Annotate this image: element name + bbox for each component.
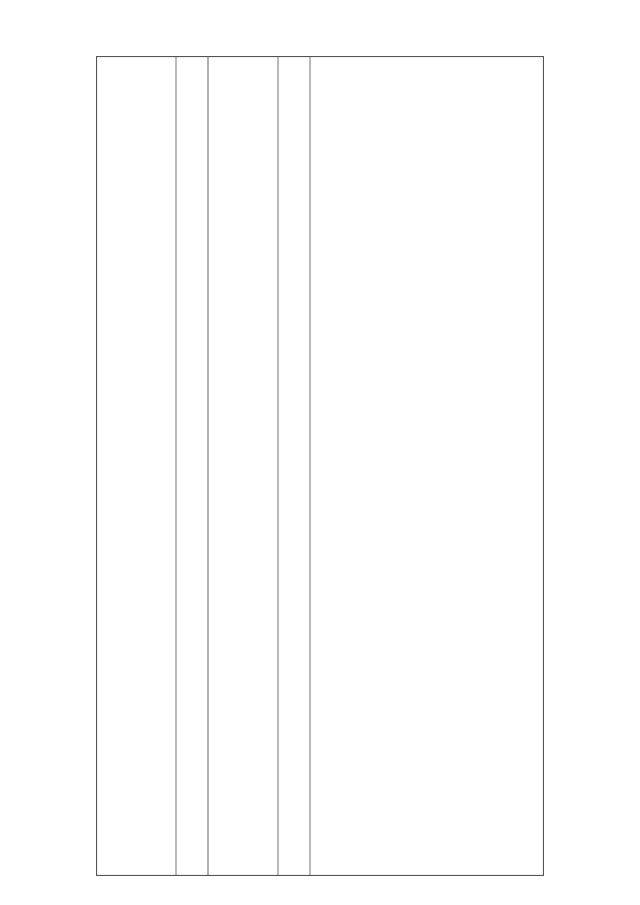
page-number: [0, 0, 640, 40]
table-grid: [96, 56, 544, 876]
rotated-data-table: [96, 56, 544, 876]
table-ruling: [97, 56, 544, 876]
